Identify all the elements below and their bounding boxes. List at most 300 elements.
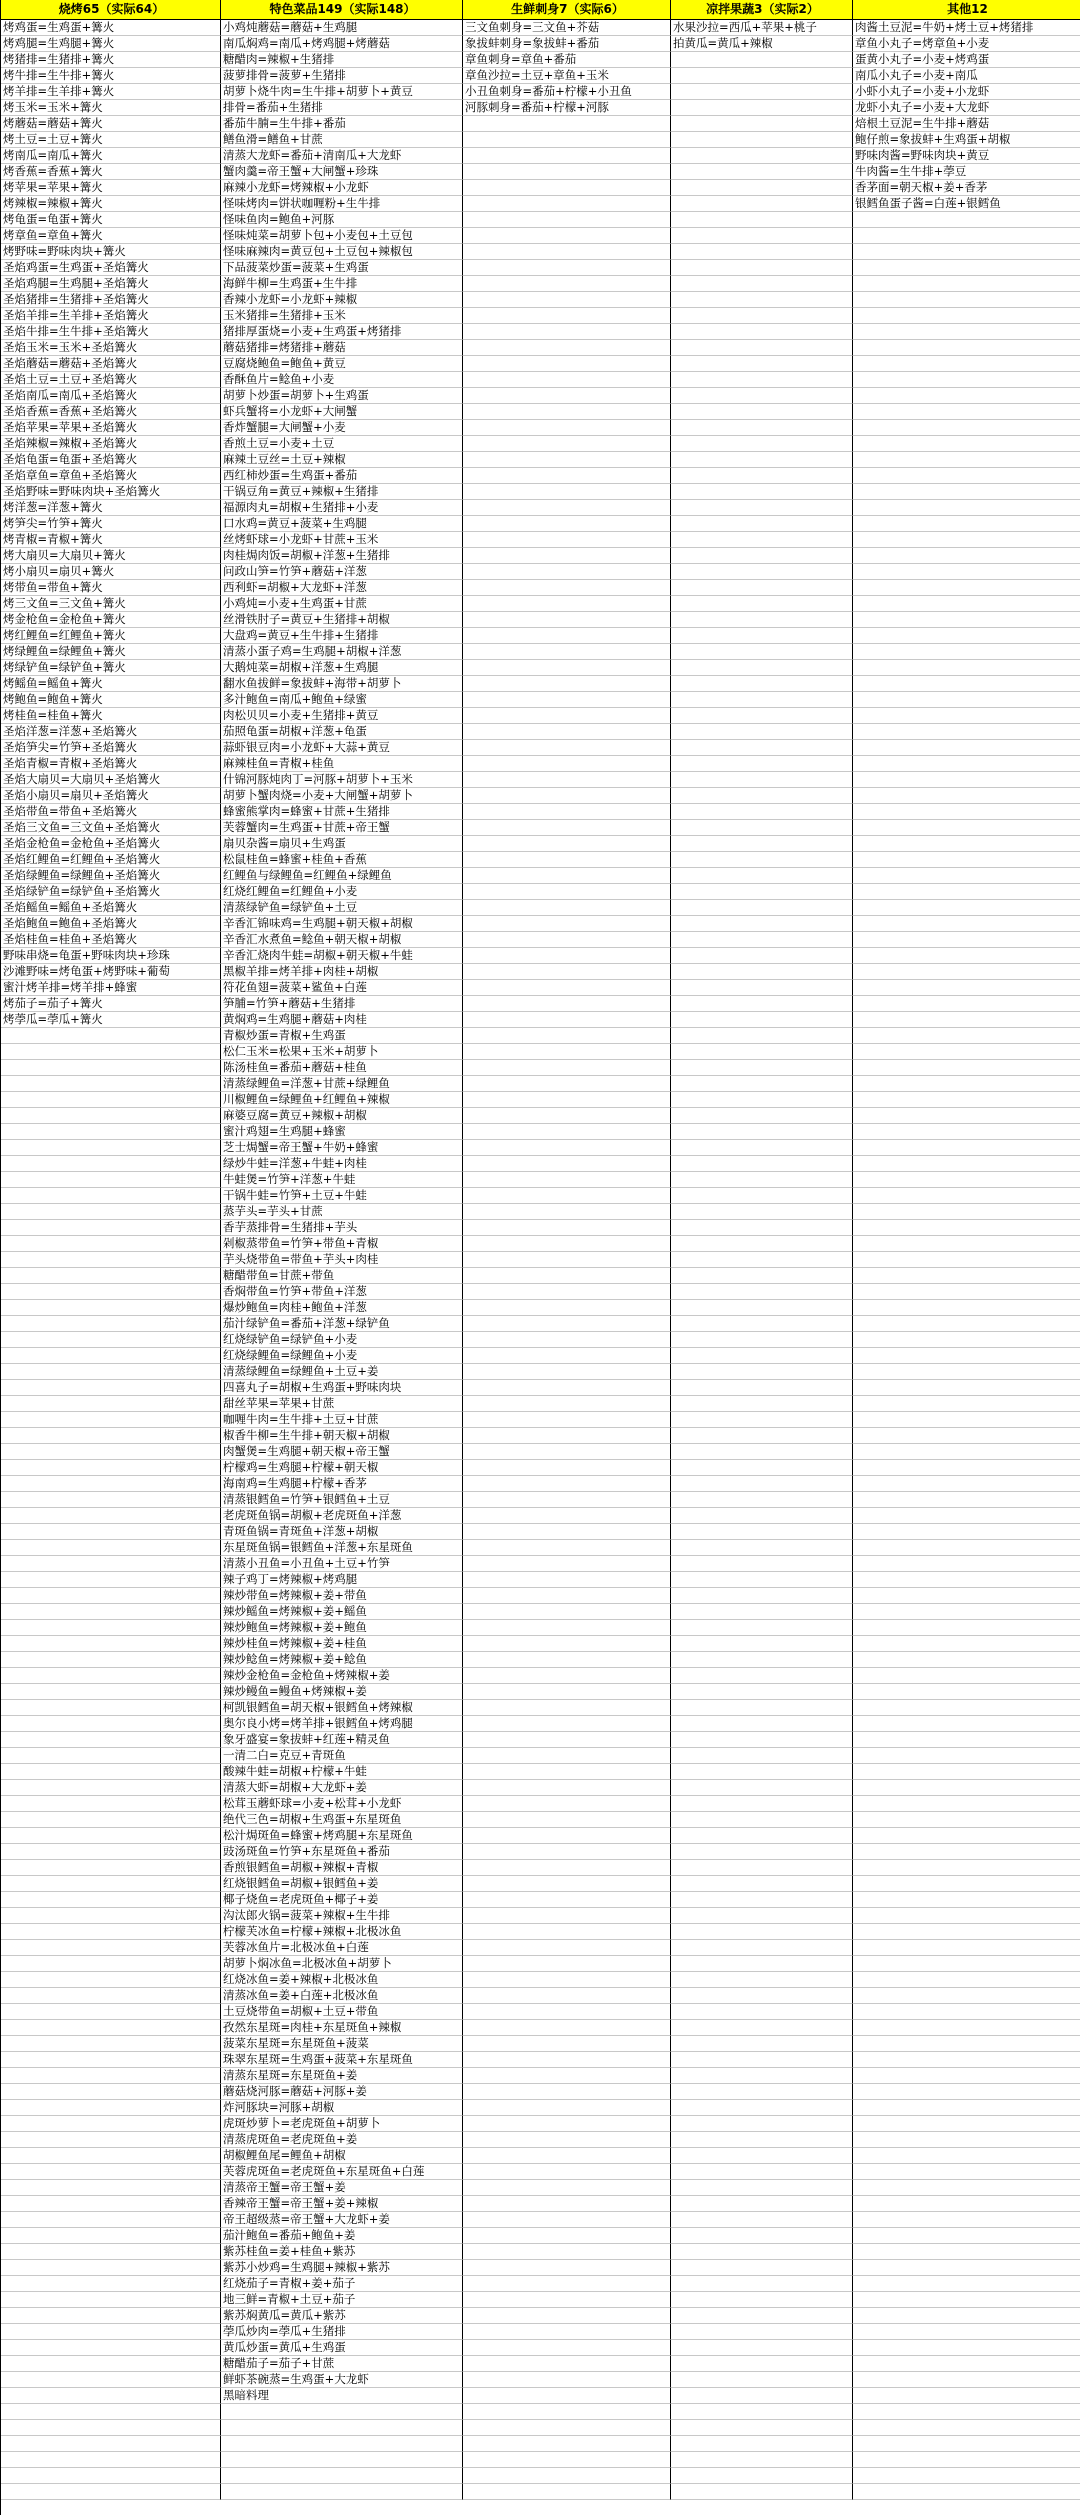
empty-cell[interactable] xyxy=(671,1028,853,1044)
recipe-cell[interactable]: 蟹肉羹=帝王蟹+大闸蟹+珍珠 xyxy=(221,164,463,180)
empty-cell[interactable] xyxy=(463,596,671,612)
empty-cell[interactable] xyxy=(853,740,1080,756)
empty-cell[interactable] xyxy=(853,1780,1080,1796)
empty-cell[interactable] xyxy=(671,196,853,212)
recipe-cell[interactable]: 干锅牛蛙=竹笋+土豆+牛蛙 xyxy=(221,1188,463,1204)
recipe-cell[interactable]: 口水鸡=黄豆+菠菜+生鸡腿 xyxy=(221,516,463,532)
empty-cell[interactable] xyxy=(1,2404,221,2420)
empty-cell[interactable] xyxy=(1,1956,221,1972)
empty-cell[interactable] xyxy=(671,388,853,404)
empty-cell[interactable] xyxy=(1,1268,221,1284)
empty-cell[interactable] xyxy=(1,2100,221,2116)
recipe-cell[interactable]: 香酥鱼片=鲶鱼+小麦 xyxy=(221,372,463,388)
empty-cell[interactable] xyxy=(671,2100,853,2116)
empty-cell[interactable] xyxy=(463,340,671,356)
recipe-cell[interactable]: 松仁玉米=松果+玉米+胡萝卜 xyxy=(221,1044,463,1060)
empty-cell[interactable] xyxy=(853,980,1080,996)
empty-cell[interactable] xyxy=(853,1716,1080,1732)
empty-cell[interactable] xyxy=(671,132,853,148)
recipe-cell[interactable]: 符花鱼翅=菠菜+鲨鱼+白莲 xyxy=(221,980,463,996)
empty-cell[interactable] xyxy=(671,468,853,484)
empty-cell[interactable] xyxy=(671,1076,853,1092)
empty-cell[interactable] xyxy=(853,2196,1080,2212)
empty-cell[interactable] xyxy=(1,1300,221,1316)
empty-cell[interactable] xyxy=(671,2084,853,2100)
empty-cell[interactable] xyxy=(853,708,1080,724)
empty-cell[interactable] xyxy=(1,1892,221,1908)
empty-cell[interactable] xyxy=(1,1060,221,1076)
recipe-cell[interactable]: 圣焰玉米=玉米+圣焰篝火 xyxy=(1,340,221,356)
recipe-cell[interactable]: 圣焰辣椒=辣椒+圣焰篝火 xyxy=(1,436,221,452)
empty-cell[interactable] xyxy=(463,2020,671,2036)
empty-cell[interactable] xyxy=(671,1956,853,1972)
empty-cell[interactable] xyxy=(671,2388,853,2404)
empty-cell[interactable] xyxy=(853,1732,1080,1748)
empty-cell[interactable] xyxy=(463,1668,671,1684)
recipe-cell[interactable]: 圣焰鸡蛋=生鸡蛋+圣焰篝火 xyxy=(1,260,221,276)
recipe-cell[interactable]: 蜜汁鸡翅=生鸡腿+蜂蜜 xyxy=(221,1124,463,1140)
empty-cell[interactable] xyxy=(853,1396,1080,1412)
empty-cell[interactable] xyxy=(853,804,1080,820)
empty-cell[interactable] xyxy=(221,2436,463,2452)
empty-cell[interactable] xyxy=(671,276,853,292)
recipe-cell[interactable]: 鳝鱼滑=鳝鱼+甘蔗 xyxy=(221,132,463,148)
empty-cell[interactable] xyxy=(671,2308,853,2324)
recipe-cell[interactable]: 排骨=番茄+生猪排 xyxy=(221,100,463,116)
empty-cell[interactable] xyxy=(853,2484,1080,2500)
empty-cell[interactable] xyxy=(1,1508,221,1524)
recipe-cell[interactable]: 菠萝排骨=菠萝+生猪排 xyxy=(221,68,463,84)
empty-cell[interactable] xyxy=(463,2004,671,2020)
recipe-cell[interactable]: 小鸡炖蘑菇=蘑菇+生鸡腿 xyxy=(221,20,463,36)
empty-cell[interactable] xyxy=(853,2372,1080,2388)
recipe-cell[interactable]: 烤牛排=生牛排+篝火 xyxy=(1,68,221,84)
empty-cell[interactable] xyxy=(1,1076,221,1092)
empty-cell[interactable] xyxy=(853,884,1080,900)
empty-cell[interactable] xyxy=(853,1156,1080,1172)
empty-cell[interactable] xyxy=(1,1876,221,1892)
recipe-cell[interactable]: 辣子鸡丁=烤辣椒+烤鸡腿 xyxy=(221,1572,463,1588)
recipe-cell[interactable]: 小虾小丸子=小麦+小龙虾 xyxy=(853,84,1080,100)
empty-cell[interactable] xyxy=(463,548,671,564)
empty-cell[interactable] xyxy=(671,1572,853,1588)
empty-cell[interactable] xyxy=(671,740,853,756)
empty-cell[interactable] xyxy=(1,1588,221,1604)
empty-cell[interactable] xyxy=(463,132,671,148)
empty-cell[interactable] xyxy=(853,1892,1080,1908)
empty-cell[interactable] xyxy=(463,2308,671,2324)
recipe-cell[interactable]: 菠菜东星斑=东星斑鱼+菠菜 xyxy=(221,2036,463,2052)
recipe-cell[interactable]: 问政山笋=竹笋+蘑菇+洋葱 xyxy=(221,564,463,580)
empty-cell[interactable] xyxy=(463,1892,671,1908)
empty-cell[interactable] xyxy=(671,2068,853,2084)
empty-cell[interactable] xyxy=(671,964,853,980)
empty-cell[interactable] xyxy=(1,1412,221,1428)
empty-cell[interactable] xyxy=(671,1492,853,1508)
empty-cell[interactable] xyxy=(853,468,1080,484)
empty-cell[interactable] xyxy=(463,1700,671,1716)
empty-cell[interactable] xyxy=(853,996,1080,1012)
empty-cell[interactable] xyxy=(1,2116,221,2132)
recipe-cell[interactable]: 红烧冰鱼=姜+辣椒+北极冰鱼 xyxy=(221,1972,463,1988)
recipe-cell[interactable]: 大鹅炖菜=胡椒+洋葱+生鸡腿 xyxy=(221,660,463,676)
empty-cell[interactable] xyxy=(853,948,1080,964)
recipe-cell[interactable]: 青椒炒蛋=青椒+生鸡蛋 xyxy=(221,1028,463,1044)
recipe-cell[interactable]: 圣焰带鱼=带鱼+圣焰篝火 xyxy=(1,804,221,820)
empty-cell[interactable] xyxy=(1,1604,221,1620)
recipe-cell[interactable]: 丝滑铁肘子=黄豆+生猪排+胡椒 xyxy=(221,612,463,628)
empty-cell[interactable] xyxy=(671,2004,853,2020)
empty-cell[interactable] xyxy=(463,836,671,852)
empty-cell[interactable] xyxy=(671,180,853,196)
empty-cell[interactable] xyxy=(671,788,853,804)
empty-cell[interactable] xyxy=(853,644,1080,660)
empty-cell[interactable] xyxy=(671,932,853,948)
empty-cell[interactable] xyxy=(853,788,1080,804)
recipe-cell[interactable]: 烤洋葱=洋葱+篝火 xyxy=(1,500,221,516)
recipe-cell[interactable]: 东星斑鱼锅=银鳕鱼+洋葱+东星斑鱼 xyxy=(221,1540,463,1556)
empty-cell[interactable] xyxy=(671,1092,853,1108)
empty-cell[interactable] xyxy=(853,292,1080,308)
recipe-cell[interactable]: 银鳕鱼蛋子酱=白莲+银鳕鱼 xyxy=(853,196,1080,212)
empty-cell[interactable] xyxy=(1,2388,221,2404)
empty-cell[interactable] xyxy=(853,1444,1080,1460)
empty-cell[interactable] xyxy=(853,964,1080,980)
recipe-cell[interactable]: 陈汤桂鱼=番茄+蘑菇+桂鱼 xyxy=(221,1060,463,1076)
recipe-cell[interactable]: 烤土豆=土豆+篝火 xyxy=(1,132,221,148)
recipe-cell[interactable]: 松汁焗斑鱼=蜂蜜+烤鸡腿+东星斑鱼 xyxy=(221,1828,463,1844)
empty-cell[interactable] xyxy=(671,644,853,660)
empty-cell[interactable] xyxy=(463,948,671,964)
empty-cell[interactable] xyxy=(1,1940,221,1956)
recipe-cell[interactable]: 烤蘑菇=蘑菇+篝火 xyxy=(1,116,221,132)
recipe-cell[interactable]: 芙蓉冰鱼片=北极冰鱼+白莲 xyxy=(221,1940,463,1956)
empty-cell[interactable] xyxy=(671,2436,853,2452)
recipe-cell[interactable]: 丝烤虾球=小龙虾+甘蔗+玉米 xyxy=(221,532,463,548)
recipe-cell[interactable]: 烤鸡腿=生鸡腿+篝火 xyxy=(1,36,221,52)
empty-cell[interactable] xyxy=(671,212,853,228)
empty-cell[interactable] xyxy=(463,628,671,644)
empty-cell[interactable] xyxy=(671,1652,853,1668)
empty-cell[interactable] xyxy=(463,996,671,1012)
empty-cell[interactable] xyxy=(463,452,671,468)
empty-cell[interactable] xyxy=(853,1252,1080,1268)
empty-cell[interactable] xyxy=(853,1668,1080,1684)
recipe-cell[interactable]: 沙滩野味=烤龟蛋+烤野味+葡萄 xyxy=(1,964,221,980)
recipe-cell[interactable]: 什锦河豚炖肉丁=河豚+胡萝卜+玉米 xyxy=(221,772,463,788)
empty-cell[interactable] xyxy=(671,948,853,964)
empty-cell[interactable] xyxy=(463,1588,671,1604)
recipe-cell[interactable]: 圣焰南瓜=南瓜+圣焰篝火 xyxy=(1,388,221,404)
column-header[interactable]: 烧烤65（实际64） xyxy=(1,0,221,20)
empty-cell[interactable] xyxy=(671,1764,853,1780)
empty-cell[interactable] xyxy=(463,2148,671,2164)
empty-cell[interactable] xyxy=(671,2484,853,2500)
recipe-cell[interactable]: 蒜虾银豆肉=小龙虾+大蒜+黄豆 xyxy=(221,740,463,756)
empty-cell[interactable] xyxy=(671,1684,853,1700)
empty-cell[interactable] xyxy=(463,2164,671,2180)
empty-cell[interactable] xyxy=(853,1316,1080,1332)
empty-cell[interactable] xyxy=(463,692,671,708)
empty-cell[interactable] xyxy=(671,404,853,420)
empty-cell[interactable] xyxy=(463,2436,671,2452)
recipe-cell[interactable]: 胡椒鲤鱼尾=鲤鱼+胡椒 xyxy=(221,2148,463,2164)
empty-cell[interactable] xyxy=(463,500,671,516)
recipe-cell[interactable]: 紫苏桂鱼=姜+桂鱼+紫苏 xyxy=(221,2244,463,2260)
empty-cell[interactable] xyxy=(671,308,853,324)
recipe-cell[interactable]: 松茸玉蘑虾球=小麦+松茸+小龙虾 xyxy=(221,1796,463,1812)
empty-cell[interactable] xyxy=(1,1252,221,1268)
empty-cell[interactable] xyxy=(853,564,1080,580)
recipe-cell[interactable]: 荸瓜炒肉=荸瓜+生猪排 xyxy=(221,2324,463,2340)
empty-cell[interactable] xyxy=(1,1780,221,1796)
empty-cell[interactable] xyxy=(463,1396,671,1412)
recipe-cell[interactable]: 四喜丸子=胡椒+生鸡蛋+野味肉块 xyxy=(221,1380,463,1396)
empty-cell[interactable] xyxy=(463,1076,671,1092)
empty-cell[interactable] xyxy=(1,2212,221,2228)
recipe-cell[interactable]: 黄焖鸡=生鸡腿+蘑菇+肉桂 xyxy=(221,1012,463,1028)
empty-cell[interactable] xyxy=(1,1380,221,1396)
empty-cell[interactable] xyxy=(671,2148,853,2164)
empty-cell[interactable] xyxy=(463,2292,671,2308)
empty-cell[interactable] xyxy=(463,1652,671,1668)
recipe-cell[interactable]: 虾兵蟹将=小龙虾+大闸蟹 xyxy=(221,404,463,420)
empty-cell[interactable] xyxy=(671,516,853,532)
empty-cell[interactable] xyxy=(671,2164,853,2180)
recipe-cell[interactable]: 烤桂鱼=桂鱼+篝火 xyxy=(1,708,221,724)
recipe-cell[interactable]: 怪味麻辣肉=黄豆包+土豆包+辣椒包 xyxy=(221,244,463,260)
empty-cell[interactable] xyxy=(853,2100,1080,2116)
empty-cell[interactable] xyxy=(671,1348,853,1364)
empty-cell[interactable] xyxy=(463,1956,671,1972)
empty-cell[interactable] xyxy=(853,1076,1080,1092)
empty-cell[interactable] xyxy=(671,1300,853,1316)
recipe-cell[interactable]: 圣焰小扇贝=扇贝+圣焰篝火 xyxy=(1,788,221,804)
recipe-cell[interactable]: 奥尔良小烤=烤羊排+银鳕鱼+烤鸡腿 xyxy=(221,1716,463,1732)
recipe-cell[interactable]: 清蒸冰鱼=姜+白莲+北极冰鱼 xyxy=(221,1988,463,2004)
recipe-cell[interactable]: 辣炒桂鱼=烤辣椒+姜+桂鱼 xyxy=(221,1636,463,1652)
empty-cell[interactable] xyxy=(853,2468,1080,2484)
recipe-cell[interactable]: 松鼠桂鱼=蜂蜜+桂鱼+香蕉 xyxy=(221,852,463,868)
empty-cell[interactable] xyxy=(1,1396,221,1412)
empty-cell[interactable] xyxy=(853,1060,1080,1076)
recipe-cell[interactable]: 玉米猪排=生猪排+玉米 xyxy=(221,308,463,324)
recipe-cell[interactable]: 蜂蜜熊掌肉=蜂蜜+甘蔗+生猪排 xyxy=(221,804,463,820)
empty-cell[interactable] xyxy=(853,436,1080,452)
empty-cell[interactable] xyxy=(671,580,853,596)
empty-cell[interactable] xyxy=(671,1108,853,1124)
empty-cell[interactable] xyxy=(671,2212,853,2228)
empty-cell[interactable] xyxy=(671,292,853,308)
recipe-cell[interactable]: 野味肉酱=野味肉块+黄豆 xyxy=(853,148,1080,164)
empty-cell[interactable] xyxy=(671,1556,853,1572)
recipe-cell[interactable]: 清蒸银鳕鱼=竹笋+银鳕鱼+土豆 xyxy=(221,1492,463,1508)
recipe-cell[interactable]: 老虎斑鱼锅=胡椒+老虎斑鱼+洋葱 xyxy=(221,1508,463,1524)
empty-cell[interactable] xyxy=(463,1236,671,1252)
recipe-cell[interactable]: 圣焰笋尖=竹笋+圣焰篝火 xyxy=(1,740,221,756)
recipe-cell[interactable]: 芝士焗蟹=帝王蟹+牛奶+蜂蜜 xyxy=(221,1140,463,1156)
empty-cell[interactable] xyxy=(1,1732,221,1748)
empty-cell[interactable] xyxy=(463,2132,671,2148)
recipe-cell[interactable]: 肉酱土豆泥=牛奶+烤土豆+烤猪排 xyxy=(853,20,1080,36)
empty-cell[interactable] xyxy=(671,2132,853,2148)
empty-cell[interactable] xyxy=(463,644,671,660)
empty-cell[interactable] xyxy=(853,228,1080,244)
empty-cell[interactable] xyxy=(671,852,853,868)
empty-cell[interactable] xyxy=(1,1172,221,1188)
empty-cell[interactable] xyxy=(463,2228,671,2244)
empty-cell[interactable] xyxy=(671,244,853,260)
column-header[interactable]: 凉拌果蔬3（实际2） xyxy=(671,0,853,20)
empty-cell[interactable] xyxy=(1,1444,221,1460)
empty-cell[interactable] xyxy=(853,1524,1080,1540)
empty-cell[interactable] xyxy=(463,116,671,132)
empty-cell[interactable] xyxy=(463,2244,671,2260)
recipe-cell[interactable]: 香煎银鳕鱼=胡椒+辣椒+青椒 xyxy=(221,1860,463,1876)
recipe-cell[interactable]: 辣炒带鱼=烤辣椒+姜+带鱼 xyxy=(221,1588,463,1604)
empty-cell[interactable] xyxy=(463,1924,671,1940)
empty-cell[interactable] xyxy=(853,596,1080,612)
empty-cell[interactable] xyxy=(853,1988,1080,2004)
recipe-cell[interactable]: 肉桂焗肉饭=胡椒+洋葱+生猪排 xyxy=(221,548,463,564)
empty-cell[interactable] xyxy=(853,500,1080,516)
empty-cell[interactable] xyxy=(671,1700,853,1716)
empty-cell[interactable] xyxy=(853,1172,1080,1188)
empty-cell[interactable] xyxy=(853,212,1080,228)
empty-cell[interactable] xyxy=(853,2116,1080,2132)
empty-cell[interactable] xyxy=(1,2356,221,2372)
empty-cell[interactable] xyxy=(463,964,671,980)
empty-cell[interactable] xyxy=(1,2452,221,2468)
recipe-cell[interactable]: 怪味烤肉=饼状咖喱粉+生牛排 xyxy=(221,196,463,212)
empty-cell[interactable] xyxy=(853,2020,1080,2036)
empty-cell[interactable] xyxy=(463,1764,671,1780)
empty-cell[interactable] xyxy=(853,1300,1080,1316)
empty-cell[interactable] xyxy=(853,2452,1080,2468)
empty-cell[interactable] xyxy=(1,1652,221,1668)
recipe-cell[interactable]: 鲜虾茶碗蒸=生鸡蛋+大龙虾 xyxy=(221,2372,463,2388)
empty-cell[interactable] xyxy=(463,164,671,180)
empty-cell[interactable] xyxy=(1,2292,221,2308)
empty-cell[interactable] xyxy=(463,2388,671,2404)
recipe-cell[interactable]: 福源肉丸=胡椒+生猪排+小麦 xyxy=(221,500,463,516)
empty-cell[interactable] xyxy=(463,196,671,212)
empty-cell[interactable] xyxy=(1,1188,221,1204)
empty-cell[interactable] xyxy=(463,2372,671,2388)
empty-cell[interactable] xyxy=(1,2020,221,2036)
empty-cell[interactable] xyxy=(463,1108,671,1124)
empty-cell[interactable] xyxy=(1,2436,221,2452)
empty-cell[interactable] xyxy=(671,900,853,916)
recipe-cell[interactable]: 西红柿炒蛋=生鸡蛋+番茄 xyxy=(221,468,463,484)
empty-cell[interactable] xyxy=(463,1156,671,1172)
empty-cell[interactable] xyxy=(463,212,671,228)
empty-cell[interactable] xyxy=(853,916,1080,932)
empty-cell[interactable] xyxy=(463,1780,671,1796)
recipe-cell[interactable]: 烤章鱼=章鱼+篝火 xyxy=(1,228,221,244)
empty-cell[interactable] xyxy=(671,2196,853,2212)
recipe-cell[interactable]: 红烧银鳕鱼=胡椒+银鳕鱼+姜 xyxy=(221,1876,463,1892)
recipe-cell[interactable]: 小鸡炖=小麦+生鸡蛋+甘蔗 xyxy=(221,596,463,612)
empty-cell[interactable] xyxy=(463,1012,671,1028)
recipe-cell[interactable]: 烤羊排=生羊排+篝火 xyxy=(1,84,221,100)
empty-cell[interactable] xyxy=(853,932,1080,948)
empty-cell[interactable] xyxy=(671,2468,853,2484)
empty-cell[interactable] xyxy=(853,2004,1080,2020)
empty-cell[interactable] xyxy=(463,708,671,724)
empty-cell[interactable] xyxy=(1,2196,221,2212)
empty-cell[interactable] xyxy=(1,1540,221,1556)
recipe-cell[interactable]: 圣焰鸡腿=生鸡腿+圣焰篝火 xyxy=(1,276,221,292)
empty-cell[interactable] xyxy=(463,1940,671,1956)
recipe-cell[interactable]: 辣炒鳗鱼=鳗鱼+烤辣椒+姜 xyxy=(221,1684,463,1700)
empty-cell[interactable] xyxy=(463,2036,671,2052)
empty-cell[interactable] xyxy=(671,1540,853,1556)
recipe-cell[interactable]: 猪排厚蛋烧=小麦+生鸡蛋+烤猪排 xyxy=(221,324,463,340)
empty-cell[interactable] xyxy=(463,884,671,900)
recipe-cell[interactable]: 清蒸绿铲鱼=绿铲鱼+土豆 xyxy=(221,900,463,916)
recipe-cell[interactable]: 肉松贝贝=小麦+生猪排+黄豆 xyxy=(221,708,463,724)
empty-cell[interactable] xyxy=(671,116,853,132)
empty-cell[interactable] xyxy=(463,1844,671,1860)
empty-cell[interactable] xyxy=(853,660,1080,676)
recipe-cell[interactable]: 小丑鱼刺身=番茄+柠檬+小丑鱼 xyxy=(463,84,671,100)
recipe-cell[interactable]: 胡萝卜烧牛肉=生牛排+胡萝卜+黄豆 xyxy=(221,84,463,100)
empty-cell[interactable] xyxy=(853,724,1080,740)
empty-cell[interactable] xyxy=(1,1332,221,1348)
empty-cell[interactable] xyxy=(853,2292,1080,2308)
empty-cell[interactable] xyxy=(671,1044,853,1060)
empty-cell[interactable] xyxy=(463,292,671,308)
recipe-cell[interactable]: 牛肉酱=生牛排+荸豆 xyxy=(853,164,1080,180)
empty-cell[interactable] xyxy=(671,1716,853,1732)
empty-cell[interactable] xyxy=(671,2356,853,2372)
recipe-cell[interactable]: 茄汁绿铲鱼=番茄+洋葱+绿铲鱼 xyxy=(221,1316,463,1332)
recipe-cell[interactable]: 海南鸡=生鸡腿+柠檬+香茅 xyxy=(221,1476,463,1492)
recipe-cell[interactable]: 焙根土豆泥=生牛排+蘑菇 xyxy=(853,116,1080,132)
empty-cell[interactable] xyxy=(671,1444,853,1460)
recipe-cell[interactable]: 清蒸小丑鱼=小丑鱼+土豆+竹笋 xyxy=(221,1556,463,1572)
empty-cell[interactable] xyxy=(463,1380,671,1396)
empty-cell[interactable] xyxy=(1,2164,221,2180)
recipe-cell[interactable]: 烤南瓜=南瓜+篝火 xyxy=(1,148,221,164)
empty-cell[interactable] xyxy=(463,1524,671,1540)
empty-cell[interactable] xyxy=(463,1796,671,1812)
recipe-cell[interactable]: 肉蟹煲=生鸡腿+朝天椒+帝王蟹 xyxy=(221,1444,463,1460)
recipe-cell[interactable]: 圣焰洋葱=洋葱+圣焰篝火 xyxy=(1,724,221,740)
empty-cell[interactable] xyxy=(463,756,671,772)
empty-cell[interactable] xyxy=(463,468,671,484)
empty-cell[interactable] xyxy=(853,2036,1080,2052)
recipe-cell[interactable]: 圣焰苹果=苹果+圣焰篝火 xyxy=(1,420,221,436)
empty-cell[interactable] xyxy=(671,84,853,100)
empty-cell[interactable] xyxy=(853,452,1080,468)
empty-cell[interactable] xyxy=(853,1412,1080,1428)
empty-cell[interactable] xyxy=(853,2148,1080,2164)
empty-cell[interactable] xyxy=(463,1476,671,1492)
empty-cell[interactable] xyxy=(1,2036,221,2052)
recipe-cell[interactable]: 烤猪排=生猪排+篝火 xyxy=(1,52,221,68)
empty-cell[interactable] xyxy=(463,324,671,340)
empty-cell[interactable] xyxy=(671,1476,853,1492)
empty-cell[interactable] xyxy=(853,2132,1080,2148)
recipe-cell[interactable]: 茄照龟蛋=胡椒+洋葱+龟蛋 xyxy=(221,724,463,740)
empty-cell[interactable] xyxy=(853,1764,1080,1780)
recipe-cell[interactable]: 圣焰红鲤鱼=红鲤鱼+圣焰篝火 xyxy=(1,852,221,868)
empty-cell[interactable] xyxy=(853,1540,1080,1556)
empty-cell[interactable] xyxy=(671,884,853,900)
recipe-cell[interactable]: 章鱼沙拉=土豆+章鱼+玉米 xyxy=(463,68,671,84)
